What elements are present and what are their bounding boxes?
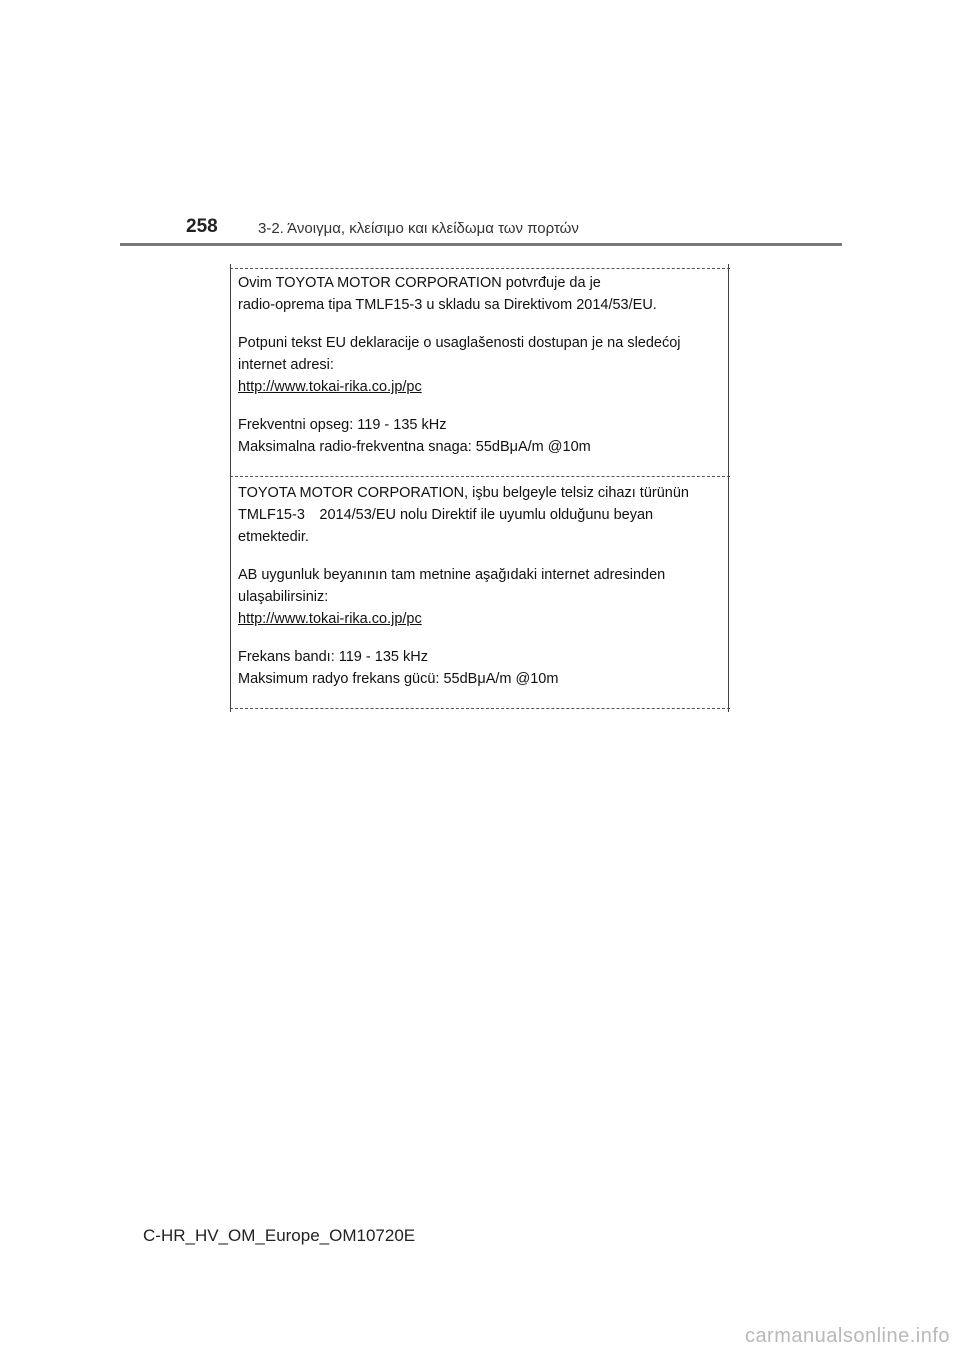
section-title: 3-2. Άνοιγμα, κλείσιμο και κλείδωμα των πορτών: [258, 220, 579, 237]
serbian-url-link[interactable]: http://www.tokai-rika.co.jp/pc: [238, 379, 422, 395]
box-right-border: [728, 264, 729, 712]
declaration-box: [230, 268, 730, 710]
turkish-line-3: etmektedir.: [238, 529, 309, 545]
turkish-line-5: ulaşabilirsiniz:: [238, 589, 329, 605]
turkish-line-2: TMLF15-3 2014/53/EU nolu Direktif ile uyumlu olduğunu beyan: [238, 507, 654, 523]
watermark: carmanualsonline.info: [744, 1325, 950, 1347]
page-number: 258: [186, 216, 218, 237]
box-bottom-border: [230, 708, 730, 709]
turkish-declaration: [238, 482, 722, 690]
serbian-power: Maksimalna radio-frekventna snaga: 55dBμA/m @10m: [238, 439, 591, 455]
document-code: C-HR_HV_OM_Europe_OM10720E: [143, 1226, 416, 1245]
box-left-border: [230, 264, 231, 712]
turkish-url-link[interactable]: http://www.tokai-rika.co.jp/pc: [238, 611, 422, 627]
header-divider: [120, 243, 842, 246]
serbian-line-4: internet adresi:: [238, 357, 334, 373]
serbian-line-1: Ovim TOYOTA MOTOR CORPORATION potvrđuje da je: [238, 275, 601, 291]
serbian-line-2: radio-oprema tipa TMLF15-3 u skladu sa Direktivom 2014/53/EU.: [238, 297, 657, 313]
turkish-power: Maksimum radyo frekans gücü: 55dBμA/m @10m: [238, 671, 559, 687]
serbian-declaration: [238, 272, 722, 458]
box-top-border: [230, 268, 730, 269]
turkish-line-1: TOYOTA MOTOR CORPORATION, işbu belgeyle telsiz cihazı türünün: [238, 485, 689, 501]
serbian-line-3: Potpuni tekst EU deklaracije o usaglašenosti dostupan je na sledećoj: [238, 335, 681, 351]
box-section-divider: [230, 476, 730, 477]
turkish-frequency: Frekans bandı: 119 - 135 kHz: [238, 649, 428, 665]
serbian-frequency: Frekventni opseg: 119 - 135 kHz: [238, 417, 447, 433]
turkish-line-4: AB uygunluk beyanının tam metnine aşağıdaki internet adresinden: [238, 567, 666, 583]
